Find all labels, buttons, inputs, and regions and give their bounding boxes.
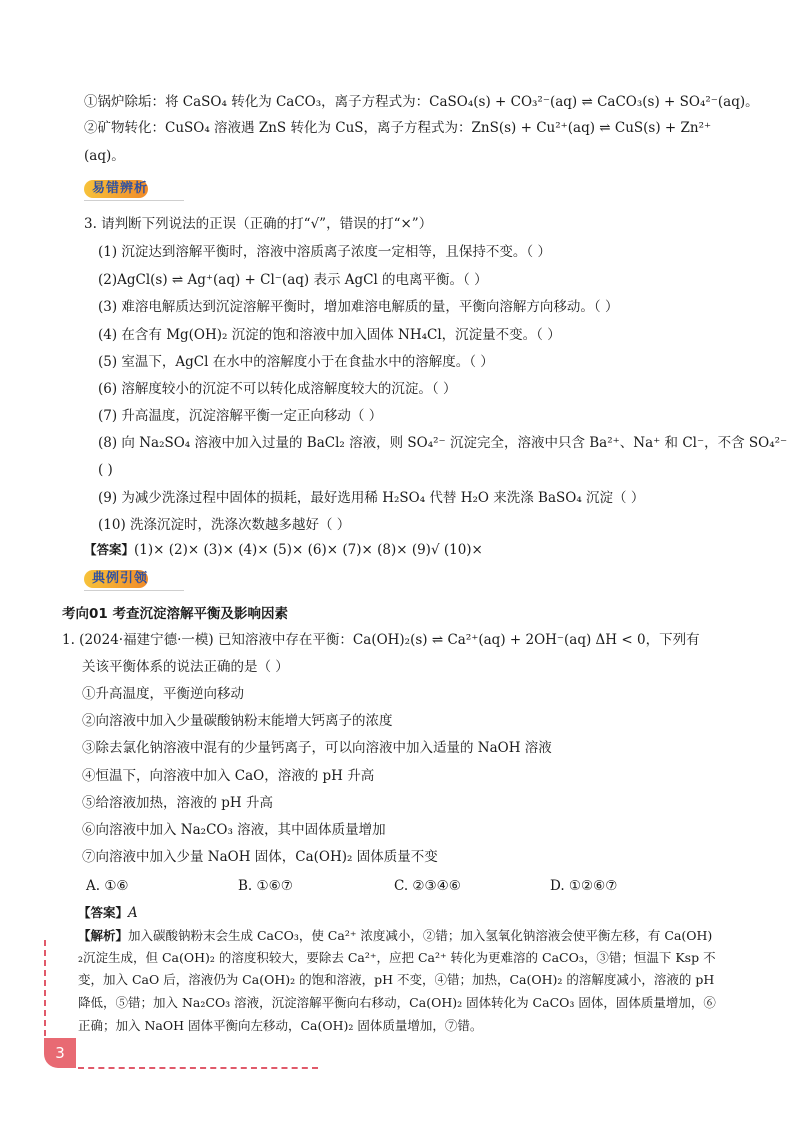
error-analysis-label: 易错辨析 (92, 181, 149, 196)
error-analysis-header (78, 176, 158, 202)
analysis-tag: 【解析】 (78, 928, 129, 943)
q3-item-7: (7) 升高温度，沉淀溶解平衡一定正向移动（ ） (98, 408, 383, 424)
analysis-line-4: 降低，⑤错；加入 Na₂CO₃ 溶液，沉淀溶解平衡向右移动，Ca(OH)₂ 固体转化为 CaCO₃ 固体，固体质量增加，⑥ (78, 995, 716, 1010)
analysis-line-2: ₂沉淀生成，但 Ca(OH)₂ 的溶度积较大，要除去 Ca²⁺，应把 Ca²⁺ 转化为更难溶的 CaCO₃，③错；恒温下 Ksp 不 (78, 950, 716, 965)
analysis-line-5: 正确；加入 NaOH 固体平衡向左移动，Ca(OH)₂ 固体质量增加，⑦错。 (78, 1018, 483, 1033)
choice-d: D. ①②⑥⑦ (550, 878, 618, 894)
q3-item-8-blank: ( ) (98, 462, 113, 478)
analysis-line-3: 变，加入 CaO 后，溶液仍为 Ca(OH)₂ 的饱和溶液，pH 不变，④错；加热，Ca(OH)₂ 的溶解度减小，溶液的 pH (78, 972, 715, 987)
example-1-item-1: ①升高温度，平衡逆向移动 (82, 686, 244, 702)
q3-item-5: (5) 室温下，AgCl 在水中的溶解度小于在食盐水中的溶解度。（ ） (98, 354, 494, 370)
choice-b: B. ①⑥⑦ (238, 878, 293, 894)
analysis-text-1: 加入碳酸钠粉末会生成 CaCO₃，使 Ca²⁺ 浓度减小，②错；加入氢氧化钠溶液会使平衡左移，有 Ca(OH) (128, 928, 713, 943)
example-1-stem: 1. (2024·福建宁德·一模) 已知溶液中存在平衡：Ca(OH)₂(s) ⇌ Ca²⁺(aq) + 2OH⁻(aq) ΔH < 0，下列有 (62, 632, 700, 648)
mineral-conversion-line: ②矿物转化：CuSO₄ 溶液遇 ZnS 转化为 CuS，离子方程式为：ZnS(s) + Cu²⁺(aq) ⇌ CuS(s) + Zn²⁺ (84, 120, 712, 136)
q3-item-1: (1) 沉淀达到溶解平衡时，溶液中溶质离子浓度一定相等，且保持不变。（ ） (98, 244, 551, 260)
example-1-stem-cont: 关该平衡体系的说法正确的是（ ） (82, 659, 289, 675)
header-underline (84, 590, 184, 591)
q3-answer-values: (1)× (2)× (3)× (4)× (5)× (6)× (7)× (8)× (9)√ (10)× (134, 542, 483, 558)
example-header (78, 566, 158, 592)
q3-title: 3. 请判断下列说法的正误（正确的打“√”，错误的打“×”） (84, 216, 433, 232)
q3-answer-row (84, 540, 483, 560)
example-1-item-2: ②向溶液中加入少量碳酸钠粉末能增大钙离子的浓度 (82, 713, 393, 729)
page-dashed-border-vertical (44, 940, 46, 1036)
page-dashed-border-horizontal (78, 1067, 318, 1069)
answer-tag: 【答案】 (78, 905, 129, 920)
example-1-answer-row (78, 903, 138, 923)
boiler-descaling-line: ①锅炉除垢：将 CaSO₄ 转化为 CaCO₃，离子方程式为：CaSO₄(s) + CO₃²⁻(aq) ⇌ CaCO₃(s) + SO₄²⁻(aq)。 (84, 94, 759, 110)
q3-item-10: (10) 洗涤沉淀时，洗涤次数越多越好（ ） (98, 517, 351, 533)
analysis-line-1 (78, 926, 712, 946)
choice-c: C. ②③④⑥ (394, 878, 461, 894)
example-1-item-7: ⑦向溶液中加入少量 NaOH 固体，Ca(OH)₂ 固体质量不变 (82, 849, 438, 865)
example-1-item-5: ⑤给溶液加热，溶液的 pH 升高 (82, 795, 273, 811)
example-1-item-4: ④恒温下，向溶液中加入 CaO，溶液的 pH 升高 (82, 768, 375, 784)
q3-item-8: (8) 向 Na₂SO₄ 溶液中加入过量的 BaCl₂ 溶液，则 SO₄²⁻ 沉淀完全，溶液中只含 Ba²⁺、Na⁺ 和 Cl⁻，不含 SO₄²⁻ (98, 435, 788, 451)
q3-item-4: (4) 在含有 Mg(OH)₂ 沉淀的饱和溶液中加入固体 NH₄Cl，沉淀量不变。（ ） (98, 327, 561, 343)
q3-item-9: (9) 为减少洗涤过程中固体的损耗，最好选用稀 H₂SO₄ 代替 H₂O 来洗涤 BaSO₄ 沉淀（ ） (98, 490, 645, 506)
header-underline (84, 200, 184, 201)
example-1-answer-value: A (128, 905, 138, 921)
example-1-item-3: ③除去氯化钠溶液中混有的少量钙离子，可以向溶液中加入适量的 NaOH 溶液 (82, 740, 552, 756)
page-number-badge: 3 (44, 1038, 76, 1068)
choice-a: A. ①⑥ (86, 878, 129, 894)
example-label: 典例引领 (92, 571, 149, 586)
answer-tag: 【答案】 (84, 542, 135, 557)
q3-item-3: (3) 难溶电解质达到沉淀溶解平衡时，增加难溶电解质的量，平衡向溶解方向移动。（ ） (98, 299, 619, 315)
q3-item-6: (6) 溶解度较小的沉淀不可以转化成溶解度较大的沉淀。（ ） (98, 381, 457, 397)
example-1-item-6: ⑥向溶液中加入 Na₂CO₃ 溶液，其中固体质量增加 (82, 822, 386, 838)
q3-item-2: (2)AgCl(s) ⇌ Ag⁺(aq) + Cl⁻(aq) 表示 AgCl 的电离平衡。（ ） (98, 272, 488, 288)
section-title: 考向01 考查沉淀溶解平衡及影响因素 (62, 606, 288, 622)
mineral-conversion-line-cont: (aq)。 (84, 148, 125, 164)
